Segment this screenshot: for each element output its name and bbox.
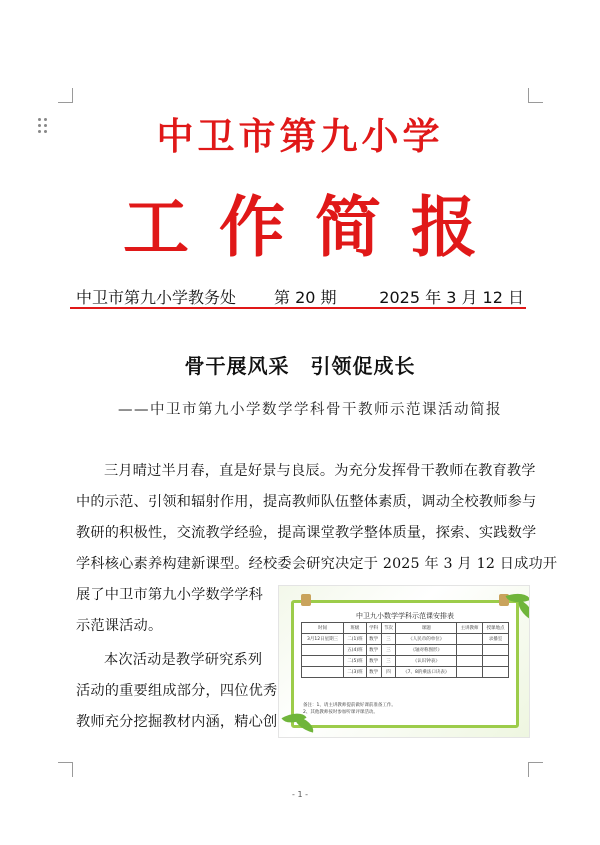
article-subtitle: ——中卫市第九小学数学学科骨干教师示范课活动简报 [118, 402, 502, 418]
table-cell [483, 645, 509, 656]
table-cell: 数学 [366, 634, 381, 645]
table-cell [483, 656, 509, 667]
body-line: 三月晴过半月春，直是好景与良辰。为充分发挥骨干教师在教育教学 [104, 463, 536, 479]
table-cell [483, 667, 509, 678]
table-cell: 三 [381, 656, 396, 667]
table-cell: 班级 [344, 623, 367, 634]
body-line: 活动的重要组成部分，四位优秀 [76, 683, 278, 699]
table-cell: 二(3)班 [344, 667, 367, 678]
table-cell [302, 656, 344, 667]
tape-icon [301, 594, 311, 606]
article-title: 骨干展风采 引领促成长 [184, 354, 416, 378]
school-name-heading: 中卫市第九小学 [156, 114, 444, 158]
table-cell: 时间 [302, 623, 344, 634]
table-cell: 课题 [396, 623, 457, 634]
schedule-table [301, 622, 509, 678]
table-cell [457, 667, 483, 678]
table-cell [302, 645, 344, 656]
table-row [302, 634, 509, 645]
issue-date: 2025 年 3 月 12 日 [379, 288, 524, 307]
table-cell: 录播室 [483, 634, 509, 645]
table-cell: 五(4)班 [344, 645, 367, 656]
page-number: - 1 - [292, 790, 308, 799]
margin-corner-bottom-right [528, 762, 543, 777]
table-cell: 数学 [366, 656, 381, 667]
header-divider [70, 307, 526, 309]
table-header-row [302, 623, 509, 634]
table-cell: 节次 [381, 623, 396, 634]
table-cell: 《7、8的乘法口诀表》 [396, 667, 457, 678]
table-cell [457, 645, 483, 656]
margin-corner-top-left [58, 88, 73, 103]
table-cell [457, 634, 483, 645]
body-line: 本次活动是教学研究系列 [104, 652, 263, 668]
table-cell: 《认识钟表》 [396, 656, 457, 667]
table-cell [457, 656, 483, 667]
table-cell [302, 667, 344, 678]
table-row [302, 645, 509, 656]
schedule-notes [303, 702, 396, 716]
schedule-note: 2、其他教师按时参加听课评课活动。 [303, 710, 378, 715]
issuer-label: 中卫市第九小学教务处 [76, 288, 237, 307]
body-line: 展了中卫市第九小学数学学科 [76, 587, 264, 603]
table-cell: 3月12日星期三 [302, 634, 344, 645]
table-cell: 授课地点 [483, 623, 509, 634]
body-line: 示范课活动。 [76, 618, 163, 634]
issue-number: 第 20 期 [274, 288, 337, 307]
body-line: 教研的积极性，交流教学经验，提高课堂教学整体质量，探索、实践数学 [76, 525, 537, 541]
table-cell: 四 [381, 667, 396, 678]
bulletin-title: 工作简报 [123, 188, 507, 266]
table-cell: 三 [381, 634, 396, 645]
schedule-photo[interactable] [278, 585, 530, 738]
margin-corner-bottom-left [58, 762, 73, 777]
body-line: 教师充分挖掘教材内涵，精心创 [76, 714, 278, 730]
body-line: 中的示范、引领和辐射作用，提高教师队伍整体素质，调动全校教师参与 [76, 494, 537, 510]
table-cell: 数学 [366, 667, 381, 678]
table-cell: 《轴对称图形》 [396, 645, 457, 656]
schedule-title: 中卫九小数学学科示范课安排表 [356, 612, 454, 620]
table-cell: 二(1)班 [344, 634, 367, 645]
table-row [302, 656, 509, 667]
schedule-note: 备注：1、请主讲教师提前做好课前准备工作。 [303, 703, 396, 708]
body-line: 学科核心素养构建新课型。经校委会研究决定于 2025 年 3 月 12 日成功开 [76, 556, 558, 572]
margin-corner-top-right [528, 88, 543, 103]
table-row [302, 667, 509, 678]
table-cell: 数学 [366, 645, 381, 656]
table-cell: 《人民币的单位》 [396, 634, 457, 645]
table-cell: 三 [381, 645, 396, 656]
table-cell: 主讲教师 [457, 623, 483, 634]
table-cell: 二(5)班 [344, 656, 367, 667]
table-cell: 学科 [366, 623, 381, 634]
